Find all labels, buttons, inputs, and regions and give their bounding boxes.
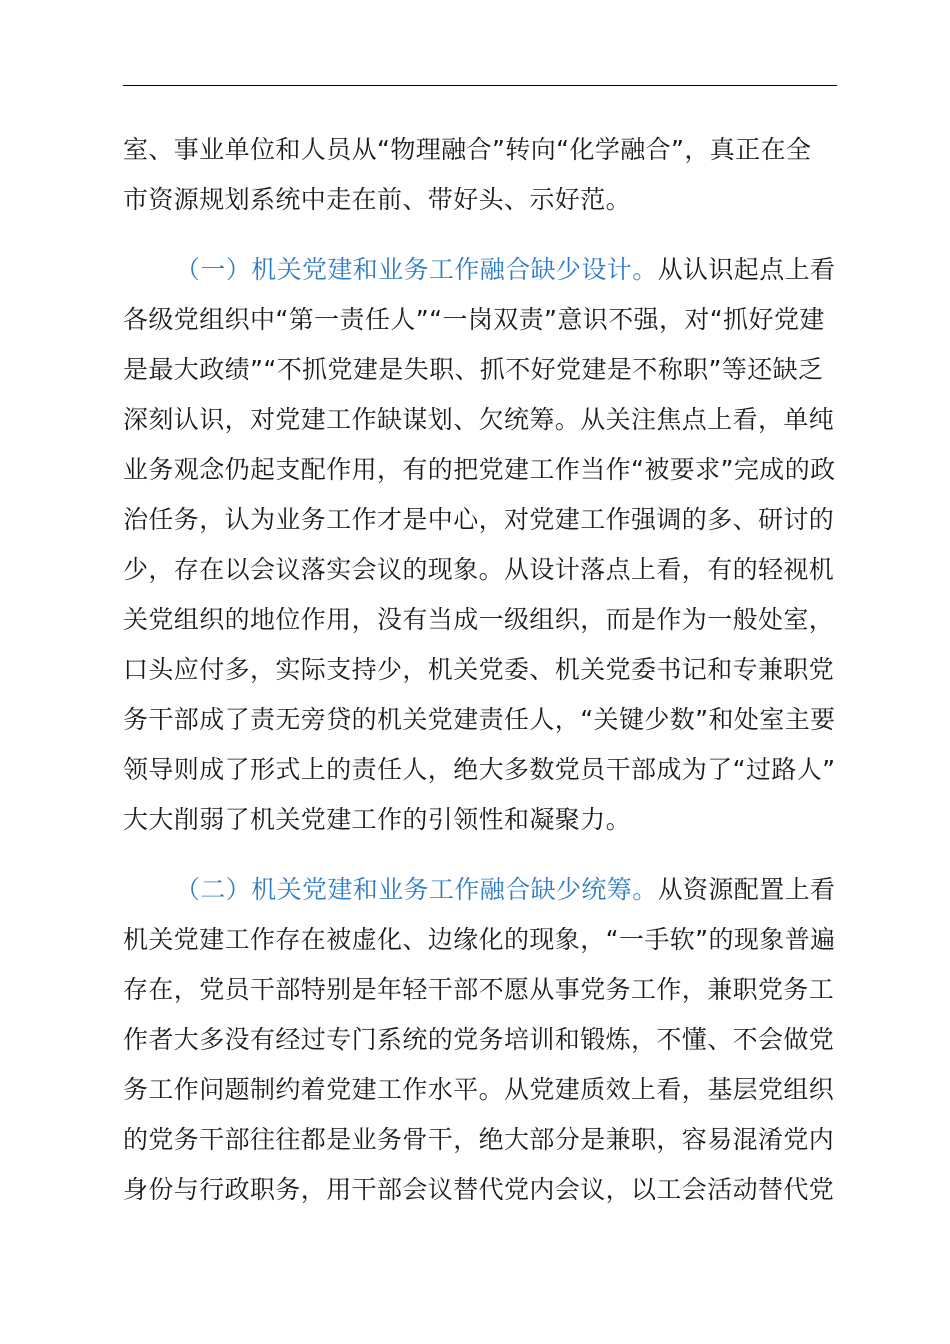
text-line: 口头应付多，实际支持少，机关党委、机关党委书记和专兼职党 <box>123 655 835 684</box>
text-span: 从资源配置上看 <box>657 875 836 904</box>
text-line: 的党务干部往往都是业务骨干，绝大部分是兼职，容易混淆党内 <box>123 1125 835 1154</box>
text-line: 领导则成了形式上的责任人，绝大多数党员干部成为了“过路人” <box>123 755 836 784</box>
text-line: 作者大多没有经过专门系统的党务培训和锻炼，不懂、不会做党 <box>123 1025 835 1054</box>
text-line: 少，存在以会议落实会议的现象。从设计落点上看，有的轻视机 <box>123 555 835 584</box>
section-heading-1: （一）机关党建和业务工作融合缺少设计。 <box>175 255 658 284</box>
text-line: 室、事业单位和人员从“物理融合”转向“化学融合”，真正在全 <box>123 135 812 164</box>
header-rule <box>123 85 837 86</box>
text-line: 各级党组织中“第一责任人”“一岗双责”意识不强，对“抓好党建 <box>123 305 825 334</box>
document-body <box>123 125 837 1215</box>
section-first-line <box>123 245 837 295</box>
paragraph-intro <box>123 125 837 225</box>
text-line: 深刻认识，对党建工作缺谋划、欠统筹。从关注焦点上看，单纯 <box>123 405 835 434</box>
text-line: 务干部成了责无旁贷的机关党建责任人，“关键少数”和处室主要 <box>123 705 836 734</box>
text-line: 治任务，认为业务工作才是中心，对党建工作强调的多、研讨的 <box>123 505 835 534</box>
section-first-line <box>123 865 837 915</box>
text-line: 关党组织的地位作用，没有当成一级组织，而是作为一般处室， <box>123 605 835 634</box>
text-line: 业务观念仍起支配作用，有的把党建工作当作“被要求”完成的政 <box>123 455 836 484</box>
text-line: 身份与行政职务，用干部会议替代党内会议，以工会活动替代党 <box>123 1175 835 1204</box>
text-line: 市资源规划系统中走在前、带好头、示好范。 <box>123 185 632 214</box>
paragraph-section-1 <box>123 245 837 845</box>
text-span: 从认识起点上看 <box>657 255 836 284</box>
paragraph-section-2 <box>123 865 837 1215</box>
section-heading-2: （二）机关党建和业务工作融合缺少统筹。 <box>175 875 658 904</box>
text-line: 务工作问题制约着党建工作水平。从党建质效上看，基层党组织 <box>123 1075 835 1104</box>
text-line: 大大削弱了机关党建工作的引领性和凝聚力。 <box>123 805 632 834</box>
text-line: 机关党建工作存在被虚化、边缘化的现象，“一手软”的现象普遍 <box>123 925 836 954</box>
text-line: 存在，党员干部特别是年轻干部不愿从事党务工作，兼职党务工 <box>123 975 835 1004</box>
text-line: 是最大政绩”“不抓党建是失职、抓不好党建是不称职”等还缺乏 <box>123 355 824 384</box>
